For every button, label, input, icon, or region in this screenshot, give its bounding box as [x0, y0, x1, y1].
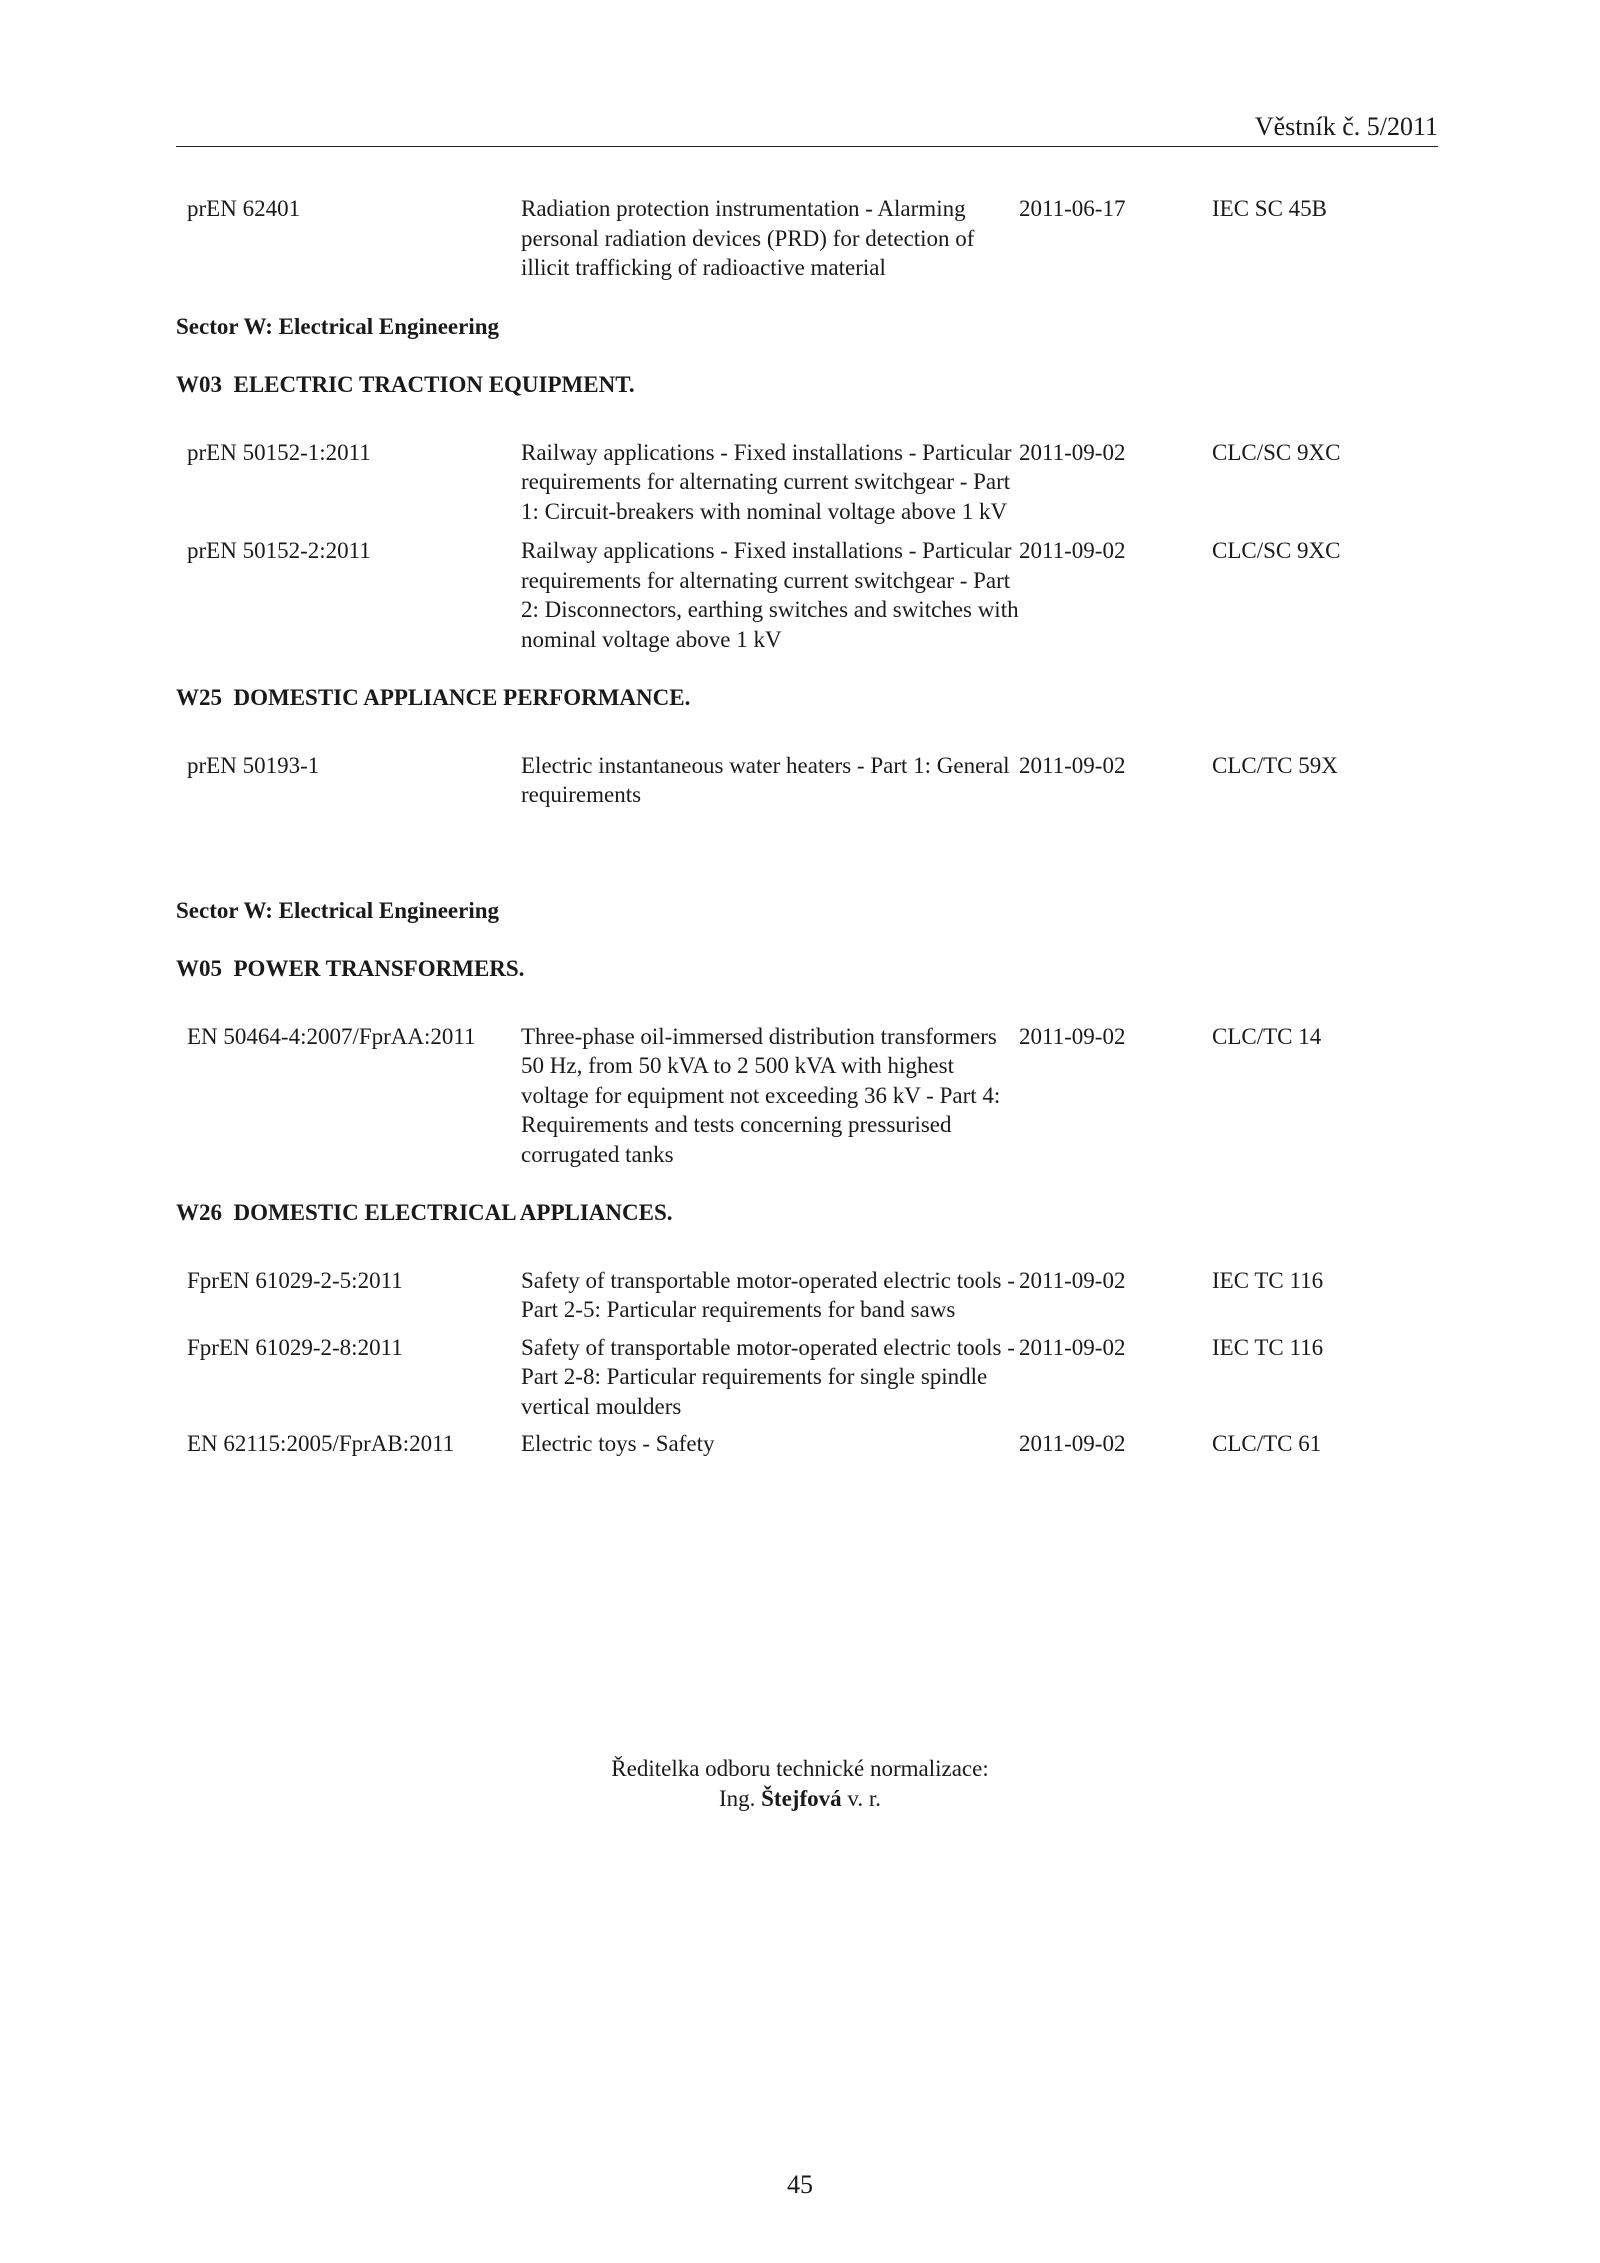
- standard-code: prEN 62401: [187, 196, 301, 221]
- standard-row: [176, 1429, 1438, 1459]
- standard-code: EN 62115:2005/FprAB:2011: [187, 1431, 455, 1456]
- standard-committee: CLC/TC 14: [1212, 1023, 1322, 1049]
- standard-row: [176, 1333, 1438, 1422]
- signature-role: Ředitelka odboru technické normalizace:: [611, 1756, 989, 1781]
- standards-list: [176, 194, 1438, 1459]
- standard-title: Radiation protection instrumentation - Alarming personal radiation devices (PRD) for detection of illicit trafficking of radioactive material: [521, 196, 975, 280]
- group-heading: W25 DOMESTIC APPLIANCE PERFORMANCE.: [176, 685, 691, 710]
- standard-code: prEN 50152-1:2011: [187, 439, 371, 465]
- standard-title: Three-phase oil-immersed distribution transformers 50 Hz, from 50 kVA to 2 500 kVA with highest voltage for equipment not exceeding 36 kV - Part 4: Requirements and tests concerning pressurised corrugated tanks: [521, 1023, 1001, 1167]
- standard-title: Safety of transportable motor-operated electric tools - Part 2-5: Particular requirements for band saws: [521, 1267, 1015, 1322]
- standard-date: 2011-09-02: [1019, 1023, 1126, 1049]
- standard-committee: CLC/SC 9XC: [1212, 439, 1341, 465]
- standard-committee: IEC TC 116: [1212, 1267, 1324, 1293]
- signature-prefix: Ing.: [718, 1786, 756, 1811]
- signature-suffix: v. r.: [847, 1786, 882, 1811]
- group-heading: W03 ELECTRIC TRACTION EQUIPMENT.: [176, 372, 635, 397]
- standard-title: Railway applications - Fixed installations - Particular requirements for alternating current switchgear - Part 1: Circuit-breakers with nominal voltage above 1 kV: [521, 439, 1012, 524]
- standard-date: 2011-09-02: [1019, 1431, 1126, 1456]
- standard-row: [176, 438, 1438, 527]
- standard-date: 2011-09-02: [1019, 1267, 1126, 1293]
- group-heading: W05 POWER TRANSFORMERS.: [176, 956, 525, 981]
- page-header: [176, 110, 1438, 147]
- standard-date: 2011-09-02: [1019, 1334, 1126, 1360]
- standard-code: FprEN 61029-2-5:2011: [187, 1267, 403, 1293]
- page-number: 45: [787, 2170, 813, 2199]
- journal-issue-title: Věstník č. 5/2011: [1254, 112, 1438, 141]
- standard-row: [176, 194, 1438, 283]
- sector-heading: Sector W: Electrical Engineering: [176, 897, 500, 923]
- standard-date: 2011-09-02: [1019, 752, 1126, 778]
- standard-title: Electric instantaneous water heaters - Part 1: General requirements: [521, 752, 1010, 807]
- standard-code: prEN 50193-1: [187, 752, 320, 778]
- standard-row: [176, 751, 1438, 810]
- standard-row: [176, 1022, 1438, 1170]
- standard-committee: CLC/SC 9XC: [1212, 538, 1341, 563]
- standard-code: prEN 50152-2:2011: [187, 538, 371, 563]
- standard-row: [176, 536, 1438, 654]
- standard-committee: IEC SC 45B: [1212, 196, 1328, 221]
- standard-row: [176, 1266, 1438, 1325]
- standard-date: 2011-06-17: [1019, 196, 1126, 221]
- sector-heading: Sector W: Electrical Engineering: [176, 313, 500, 339]
- standard-date: 2011-09-02: [1019, 439, 1126, 465]
- group-heading: W26 DOMESTIC ELECTRICAL APPLIANCES.: [176, 1200, 673, 1225]
- signature-block: [0, 1754, 1600, 1814]
- standard-committee: IEC TC 116: [1212, 1334, 1324, 1360]
- standard-date: 2011-09-02: [1019, 538, 1126, 563]
- standard-committee: CLC/TC 59X: [1212, 752, 1338, 778]
- standard-title: Railway applications - Fixed installations - Particular requirements for alternating current switchgear - Part 2: Disconnectors, earthing switches and switches with nominal voltage above 1 kV: [521, 538, 1019, 652]
- standard-title: Safety of transportable motor-operated electric tools - Part 2-8: Particular requirements for single spindle vertical moulders: [521, 1334, 1015, 1419]
- standard-code: FprEN 61029-2-8:2011: [187, 1334, 403, 1360]
- signature-name: [0, 1784, 1600, 1814]
- standard-code: EN 50464-4:2007/FprAA:2011: [187, 1023, 476, 1049]
- signature-surname: Štejfová: [761, 1786, 842, 1811]
- standard-committee: CLC/TC 61: [1212, 1431, 1322, 1456]
- standard-title: Electric toys - Safety: [521, 1431, 715, 1456]
